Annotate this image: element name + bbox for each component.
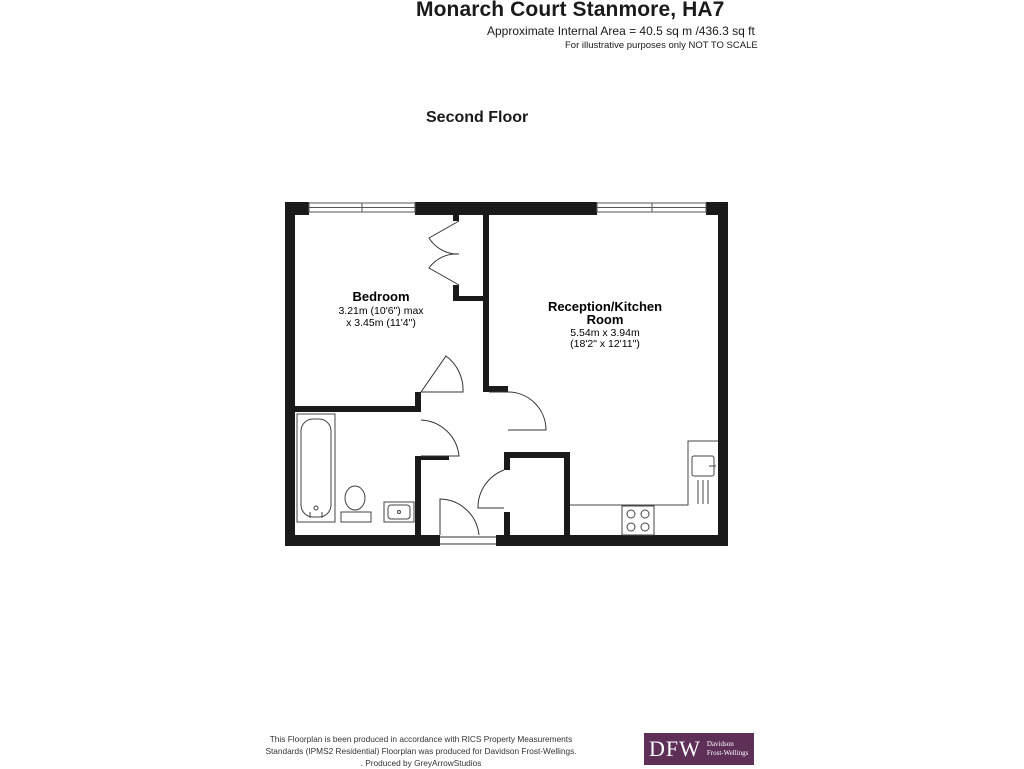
footer-line-3: . Produced by GreyArrowStudios (360, 758, 482, 768)
logo-name-line2: Frost-Wellings (706, 749, 749, 757)
kitchen-counter (570, 441, 718, 505)
toilet (341, 486, 371, 522)
floor-label: Second Floor (426, 109, 529, 126)
scale-disclaimer: For illustrative purposes only NOT TO SCALE (565, 40, 758, 51)
reception-name-line1: Reception/Kitchen (547, 299, 663, 314)
basin (384, 502, 414, 522)
reception-dim-line1: 5.54m x 3.94m (570, 327, 640, 339)
reception-dim-line2: (18'2" x 12'11") (570, 338, 640, 350)
property-title: Monarch Court Stanmore, HA7 (416, 0, 725, 21)
hob (622, 506, 654, 535)
footer-line-2: Standards (IPMS2 Residential) Floorplan was produced for Davidson Frost-Wellings. (265, 746, 577, 756)
bathtub (297, 414, 335, 522)
reception-name-line2: Room (586, 312, 624, 327)
footer-note (250, 733, 592, 769)
agency-logo (644, 733, 754, 765)
bedroom-label (338, 289, 424, 329)
bedroom-dim-line2: x 3.45m (11'4") (346, 317, 416, 329)
logo-name-line1: Davidson (706, 740, 734, 748)
interior-walls (295, 213, 570, 535)
bedroom-dim-line1: 3.21m (10'6") max (338, 305, 424, 317)
kitchen-sink (692, 456, 716, 504)
logo-name (707, 740, 748, 758)
exterior-walls (285, 202, 728, 546)
internal-area-text: Approximate Internal Area = 40.5 sq m /436.3 sq ft (487, 24, 755, 38)
reception-label (548, 299, 662, 350)
bedroom-name: Bedroom (352, 289, 410, 304)
logo-mark: DFW (649, 736, 701, 761)
footer-line-1: This Floorplan is been produced in accordance with RICS Property Measurements (269, 734, 573, 744)
